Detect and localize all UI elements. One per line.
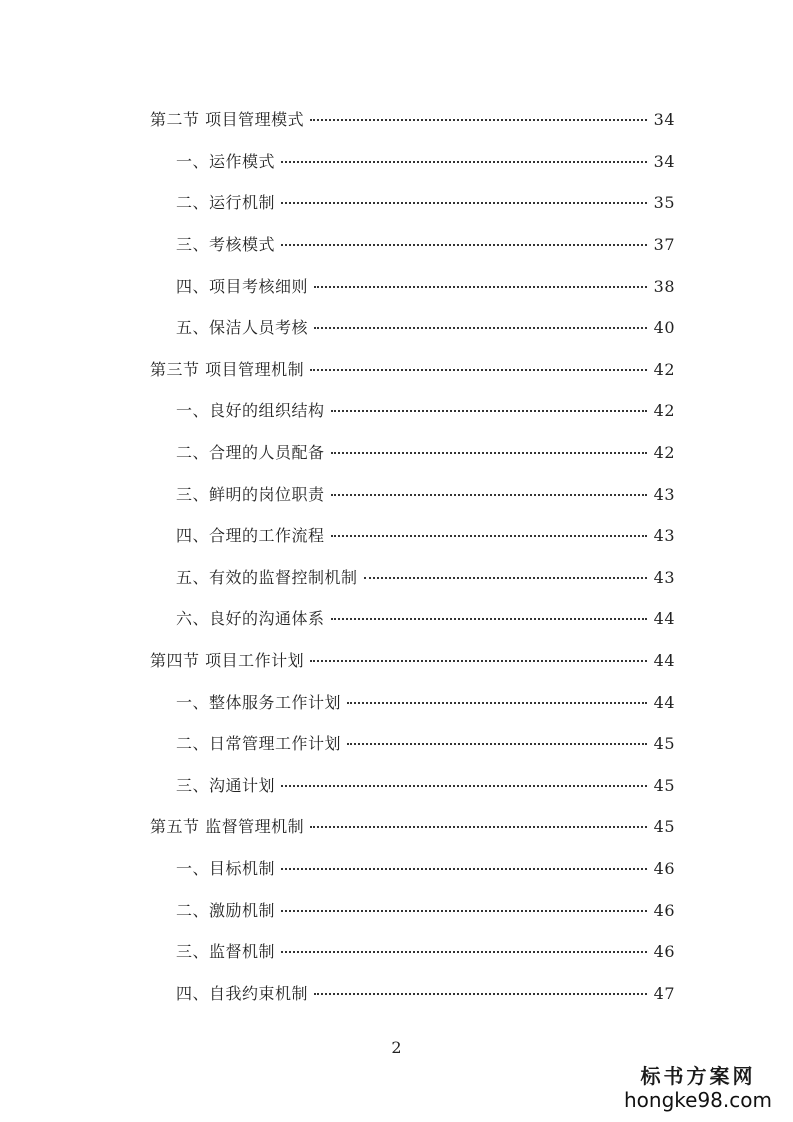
toc-dot-leader — [310, 119, 647, 121]
toc-entry-content — [150, 648, 793, 671]
toc-entry-page: 46 — [653, 942, 675, 962]
toc-entry-page: 35 — [653, 193, 675, 213]
toc-entry-page: 45 — [653, 775, 675, 795]
toc-subsection-entry[interactable] — [0, 514, 793, 556]
toc-subsection-entry[interactable] — [0, 888, 793, 930]
toc-dot-leader — [281, 244, 647, 246]
toc-entry-content — [176, 690, 793, 713]
toc-entry-content — [176, 939, 793, 962]
toc-entry-page: 43 — [653, 567, 675, 587]
toc-entry-content — [176, 898, 793, 921]
toc-subsection-entry[interactable] — [0, 597, 793, 639]
toc-entry-title: 二、运行机制 — [176, 193, 276, 213]
toc-entry-title: 第四节 项目工作计划 — [150, 651, 305, 671]
toc-entry-content — [150, 814, 793, 837]
toc-entry-content — [176, 440, 793, 463]
toc-dot-leader — [281, 951, 647, 953]
toc-dot-leader — [310, 660, 647, 662]
toc-entry-content — [176, 232, 793, 255]
toc-section-entry[interactable] — [0, 805, 793, 847]
toc-dot-leader — [364, 577, 647, 579]
toc-entry-page: 37 — [653, 235, 675, 255]
toc-entry-content — [176, 149, 793, 172]
page-number: 2 — [391, 1038, 402, 1057]
toc-entry-content — [176, 523, 793, 546]
toc-dot-leader — [347, 743, 647, 745]
toc-subsection-entry[interactable] — [0, 181, 793, 223]
toc-dot-leader — [331, 618, 647, 620]
toc-entry-title: 第五节 监督管理机制 — [150, 817, 305, 837]
toc-dot-leader — [331, 494, 647, 496]
toc-subsection-entry[interactable] — [0, 680, 793, 722]
toc-dot-leader — [314, 327, 647, 329]
toc-entry-content — [176, 274, 793, 297]
toc-entry-title: 第二节 项目管理模式 — [150, 110, 305, 130]
toc-entry-page: 43 — [653, 526, 675, 546]
toc-entry-title: 一、目标机制 — [176, 858, 276, 878]
toc-dot-leader — [310, 826, 647, 828]
toc-subsection-entry[interactable] — [0, 431, 793, 473]
toc-entry-title: 六、良好的沟通体系 — [176, 609, 325, 629]
toc-subsection-entry[interactable] — [0, 140, 793, 182]
toc-entry-page: 45 — [653, 734, 675, 754]
toc-entry-content — [176, 981, 793, 1004]
toc-entry-page: 42 — [653, 443, 675, 463]
toc-dot-leader — [281, 202, 647, 204]
toc-subsection-entry[interactable] — [0, 264, 793, 306]
toc-dot-leader — [314, 993, 647, 995]
toc-entry-page: 42 — [653, 401, 675, 421]
toc-dot-leader — [331, 410, 647, 412]
toc-entry-title: 二、激励机制 — [176, 900, 276, 920]
toc-entry-page: 44 — [653, 609, 675, 629]
toc-entry-content — [176, 731, 793, 754]
toc-entry-title: 四、自我约束机制 — [176, 983, 309, 1003]
toc-entry-page: 34 — [653, 110, 675, 130]
toc-entry-content — [150, 357, 793, 380]
toc-entry-page: 43 — [653, 484, 675, 504]
toc-entry-title: 四、合理的工作流程 — [176, 526, 325, 546]
toc-dot-leader — [331, 535, 647, 537]
toc-section-entry[interactable] — [0, 639, 793, 681]
toc-entry-page: 46 — [653, 900, 675, 920]
toc-entry-title: 一、运作模式 — [176, 151, 276, 171]
toc-entry-title: 一、良好的组织结构 — [176, 401, 325, 421]
toc-subsection-entry[interactable] — [0, 722, 793, 764]
toc-entry-content — [176, 482, 793, 505]
toc-entry-title: 第三节 项目管理机制 — [150, 359, 305, 379]
toc-subsection-entry[interactable] — [0, 930, 793, 972]
toc-entry-page: 44 — [653, 692, 675, 712]
toc-entry-title: 三、监督机制 — [176, 942, 276, 962]
toc-dot-leader — [281, 785, 647, 787]
toc-entry-content — [176, 606, 793, 629]
toc-entry-page: 34 — [653, 151, 675, 171]
toc-entry-content — [176, 565, 793, 588]
toc-dot-leader — [310, 369, 647, 371]
toc-subsection-entry[interactable] — [0, 971, 793, 1013]
toc-dot-leader — [281, 910, 647, 912]
toc-entry-page: 46 — [653, 858, 675, 878]
toc-entry-title: 二、合理的人员配备 — [176, 443, 325, 463]
toc-entry-title: 三、考核模式 — [176, 235, 276, 255]
toc-subsection-entry[interactable] — [0, 223, 793, 265]
toc-entry-title: 三、沟通计划 — [176, 775, 276, 795]
toc-entry-page: 44 — [653, 651, 675, 671]
toc-entry-page: 40 — [653, 318, 675, 338]
toc-entry-content — [150, 107, 793, 130]
toc-subsection-entry[interactable] — [0, 847, 793, 889]
toc-section-entry[interactable] — [0, 348, 793, 390]
toc-entry-page: 47 — [653, 983, 675, 1003]
toc-dot-leader — [314, 286, 647, 288]
toc-entry-content — [176, 190, 793, 213]
toc-entry-content — [176, 773, 793, 796]
toc-dot-leader — [281, 868, 647, 870]
toc-dot-leader — [281, 161, 647, 163]
toc-entry-page: 45 — [653, 817, 675, 837]
toc-subsection-entry[interactable] — [0, 306, 793, 348]
toc-entry-title: 三、鲜明的岗位职责 — [176, 484, 325, 504]
toc-entry-title: 五、保洁人员考核 — [176, 318, 309, 338]
watermark — [623, 1064, 773, 1112]
toc-subsection-entry[interactable] — [0, 764, 793, 806]
watermark-url: hongke98.com — [624, 1088, 772, 1112]
table-of-contents — [0, 98, 793, 1013]
toc-subsection-entry[interactable] — [0, 389, 793, 431]
toc-entry-title: 一、整体服务工作计划 — [176, 692, 342, 712]
toc-dot-leader — [331, 452, 647, 454]
toc-entry-page: 38 — [653, 276, 675, 296]
toc-section-entry[interactable] — [0, 98, 793, 140]
toc-entry-page: 42 — [653, 359, 675, 379]
toc-dot-leader — [347, 702, 647, 704]
toc-entry-title: 四、项目考核细则 — [176, 276, 309, 296]
toc-entry-content — [176, 856, 793, 879]
toc-subsection-entry[interactable] — [0, 472, 793, 514]
toc-entry-content — [176, 398, 793, 421]
toc-subsection-entry[interactable] — [0, 556, 793, 598]
toc-entry-content — [176, 315, 793, 338]
toc-entry-title: 二、日常管理工作计划 — [176, 734, 342, 754]
toc-entry-title: 五、有效的监督控制机制 — [176, 567, 358, 587]
watermark-name: 标书方案网 — [640, 1064, 756, 1088]
